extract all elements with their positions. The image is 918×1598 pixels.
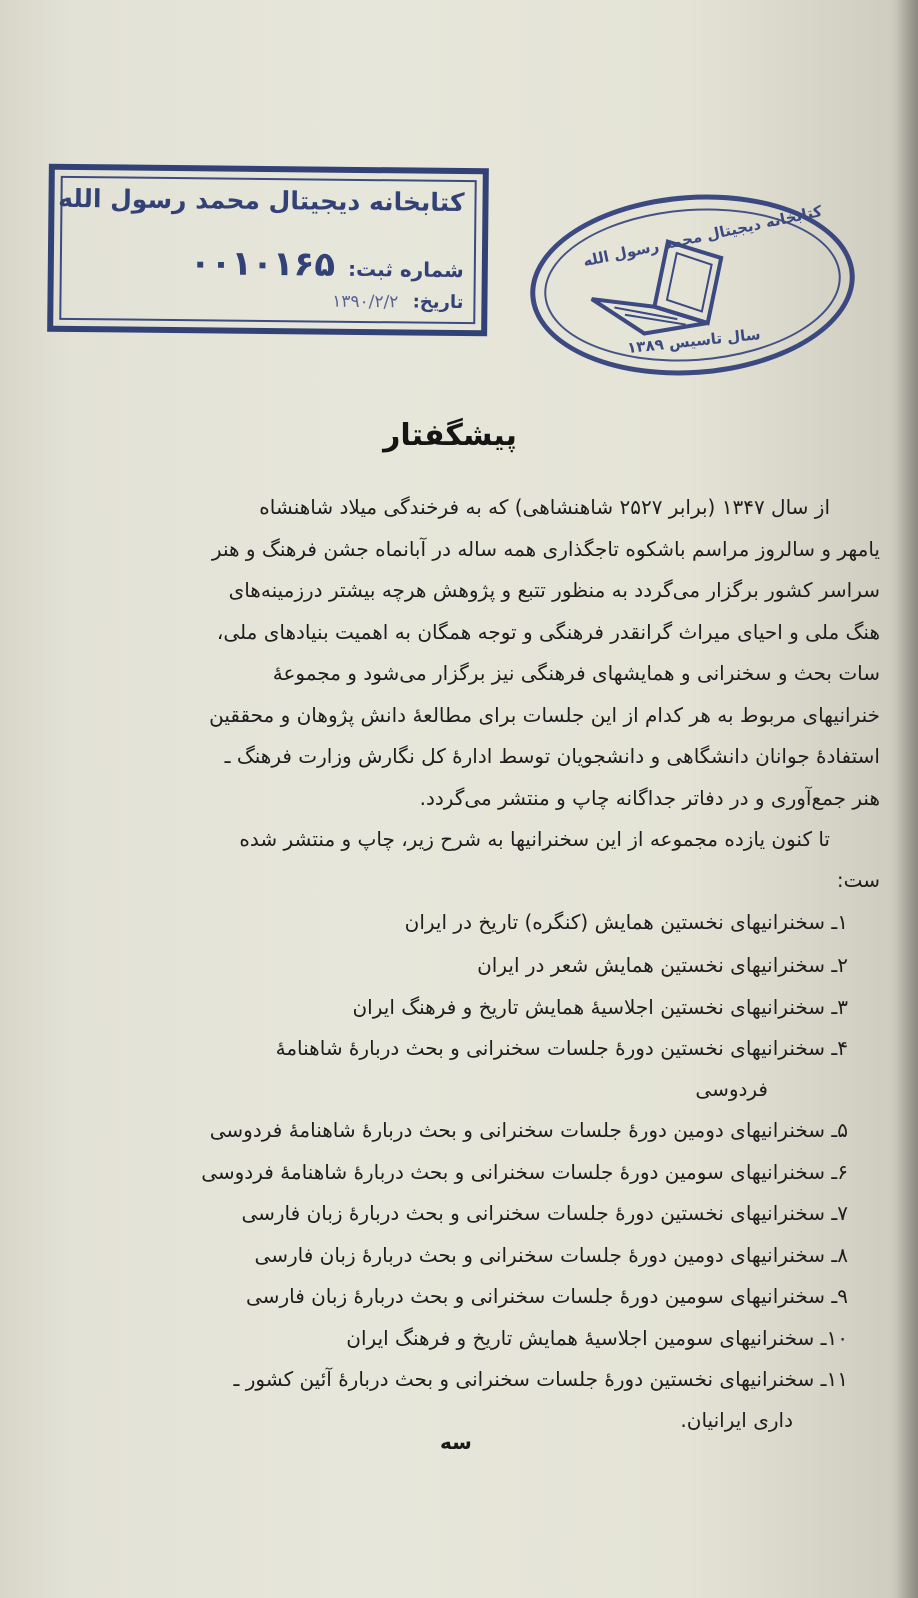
library-seal-stamp [524, 184, 861, 386]
stamp-date-value: ۱۳۹۰/۲/۲ [332, 291, 399, 313]
paragraph-line: هنر جمع‌آوری و در دفاتر جداگانه چاپ و منتشر می‌گردد. [419, 786, 880, 810]
paragraph-line: سراسر کشور برگزار می‌گردد به منظور تتبع و پژوهش هرچه بیشتر درزمینه‌های [228, 578, 880, 602]
paragraph-line: سات بحث و سخنرانی و همایشهای فرهنگی نیز برگزار می‌شود و مجموعهٔ [272, 661, 880, 685]
stamp-date-row [332, 291, 464, 313]
list-item: ۱ـ سخنرانیهای نخستین همایش (کنگره) تاریخ در ایران [404, 910, 848, 934]
list-item: ۲ـ سخنرانیهای نخستین همایش شعر در ایران [477, 953, 848, 977]
list-item-continuation: فردوسی [695, 1077, 768, 1101]
seal-bottom-text: سال تاسیس ۱۳۸۹ [626, 325, 762, 357]
paragraph-line: یامهر و سالروز مراسم باشکوه تاجگذاری همه ساله در آبانماه جشن فرهنگ و هنر [211, 537, 880, 561]
paragraph-line: هنگ ملی و احیای میراث گرانقدر فرهنگی و توجه همگان به اهمیت بنیادهای ملی، [216, 620, 880, 644]
list-item: ۴ـ سخنرانیهای نخستین دورهٔ جلسات سخنرانی و بحث دربارهٔ شاهنامهٔ [275, 1036, 848, 1060]
paragraph-line: تا کنون یازده مجموعه از این سخنرانیها به شرح زیر، چاپ و منتشر شده [239, 827, 830, 851]
page-binding-shadow [896, 0, 918, 1598]
list-item: ۱۰ـ سخنرانیهای سومین اجلاسیهٔ همایش تاریخ و فرهنگ ایران [346, 1326, 848, 1350]
seal-top-text: کتابخانه دیجیتال محمد رسول الله [581, 202, 824, 271]
list-item: ۵ـ سخنرانیهای دومین دورهٔ جلسات سخنرانی و بحث دربارهٔ شاهنامهٔ فردوسی [209, 1118, 848, 1142]
stamp-reg-number: ۰۰۱۰۱۶۵ [189, 243, 336, 285]
list-item: ۳ـ سخنرانیهای نخستین اجلاسیهٔ همایش تاریخ و فرهنگ ایران [352, 995, 848, 1019]
list-item: ۹ـ سخنرانیهای سومین دورهٔ جلسات سخنرانی و بحث دربارهٔ زبان فارسی [246, 1284, 848, 1308]
stamp-registration-row [190, 243, 464, 286]
list-item: ۱۱ـ سخنرانیهای نخستین دورهٔ جلسات سخنرانی و بحث دربارهٔ آئین کشور ـ [233, 1367, 848, 1391]
list-item: ۸ـ سخنرانیهای دومین دورهٔ جلسات سخنرانی و بحث دربارهٔ زبان فارسی [254, 1243, 848, 1267]
page-marker: سه [440, 1430, 472, 1454]
paragraph-line: خنرانیهای مربوط به هر کدام از این جلسات برای مطالعهٔ دانش پژوهان و محققین [209, 703, 880, 727]
paragraph-line: استفادهٔ جوانان دانشگاهی و دانشجویان توسط ادارهٔ کل نگارش وزارت فرهنگ ـ [224, 744, 880, 768]
list-item: ۶ـ سخنرانیهای سومین دورهٔ جلسات سخنرانی و بحث دربارهٔ شاهنامهٔ فردوسی [201, 1160, 848, 1184]
paragraph-line: از سال ۱۳۴۷ (برابر ۲۵۲۷ شاهنشاهی) که به فرخندگی میلاد شاهنشاه [259, 495, 830, 519]
list-item: ۷ـ سخنرانیهای نخستین دورهٔ جلسات سخنرانی و بحث دربارهٔ زبان فارسی [241, 1201, 848, 1225]
page-title: پیشگفتار [383, 418, 517, 453]
stamp-reg-label: شماره ثبت: [347, 256, 464, 283]
stamp-date-label: تاریخ: [412, 291, 464, 314]
stamp-title: کتابخانه دیجیتال محمد رسول الله [58, 183, 465, 218]
paragraph-line: ست: [836, 868, 880, 892]
library-registration-stamp [47, 164, 489, 337]
list-item-continuation: داری ایرانیان. [680, 1408, 793, 1432]
